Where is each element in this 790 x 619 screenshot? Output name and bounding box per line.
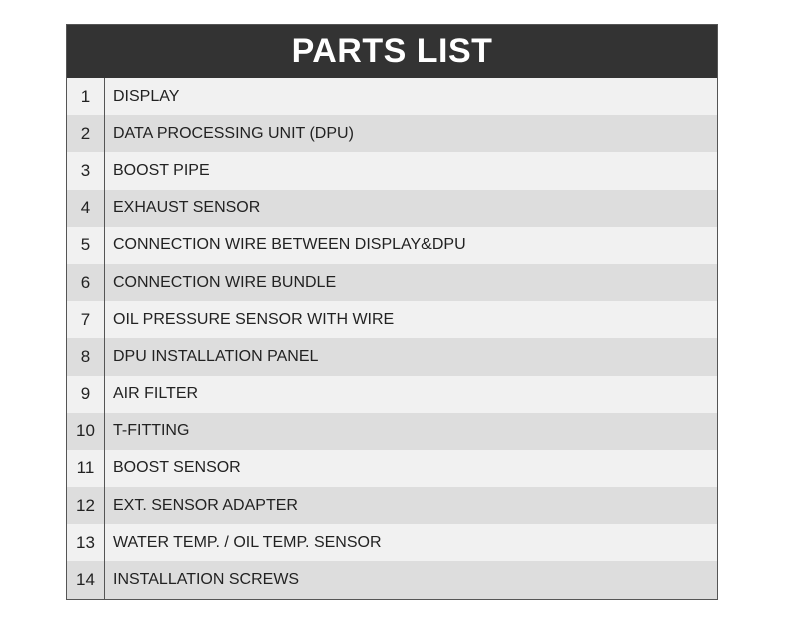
part-number: 2 xyxy=(67,115,105,152)
parts-rows xyxy=(67,78,717,599)
part-number: 14 xyxy=(67,561,105,598)
table-row xyxy=(67,338,717,375)
part-number: 1 xyxy=(67,78,105,115)
part-name: INSTALLATION SCREWS xyxy=(113,571,300,589)
table-row xyxy=(67,227,717,264)
part-name: T-FITTING xyxy=(113,422,190,440)
part-number: 10 xyxy=(67,413,105,450)
part-name: EXHAUST SENSOR xyxy=(113,199,261,217)
part-number: 13 xyxy=(67,524,105,561)
table-row xyxy=(67,264,717,301)
table-title: PARTS LIST xyxy=(67,25,717,78)
part-name: CONNECTION WIRE BUNDLE xyxy=(113,273,337,291)
table-row xyxy=(67,487,717,524)
table-row xyxy=(67,190,717,227)
part-name: BOOST PIPE xyxy=(113,161,210,179)
part-name: WATER TEMP. / OIL TEMP. SENSOR xyxy=(113,533,382,551)
table-row xyxy=(67,301,717,338)
part-name: AIR FILTER xyxy=(113,385,199,403)
part-number: 7 xyxy=(67,301,105,338)
part-number: 8 xyxy=(67,338,105,375)
part-name: CONNECTION WIRE BETWEEN DISPLAY&DPU xyxy=(113,236,466,254)
part-number: 6 xyxy=(67,264,105,301)
table-row xyxy=(67,376,717,413)
part-name: DPU INSTALLATION PANEL xyxy=(113,347,319,365)
table-row xyxy=(67,561,717,598)
part-name: DATA PROCESSING UNIT (DPU) xyxy=(113,124,354,142)
part-name: DISPLAY xyxy=(113,87,180,105)
part-number: 4 xyxy=(67,190,105,227)
table-row xyxy=(67,413,717,450)
part-number: 9 xyxy=(67,376,105,413)
parts-list-table xyxy=(66,24,718,600)
part-name: EXT. SENSOR ADAPTER xyxy=(113,496,298,514)
part-number: 3 xyxy=(67,152,105,189)
table-row xyxy=(67,524,717,561)
part-name: OIL PRESSURE SENSOR WITH WIRE xyxy=(113,310,395,328)
part-number: 11 xyxy=(67,450,105,487)
part-number: 5 xyxy=(67,227,105,264)
table-row xyxy=(67,152,717,189)
part-name: BOOST SENSOR xyxy=(113,459,241,477)
table-row xyxy=(67,78,717,115)
part-number: 12 xyxy=(67,487,105,524)
table-row xyxy=(67,450,717,487)
table-row xyxy=(67,115,717,152)
